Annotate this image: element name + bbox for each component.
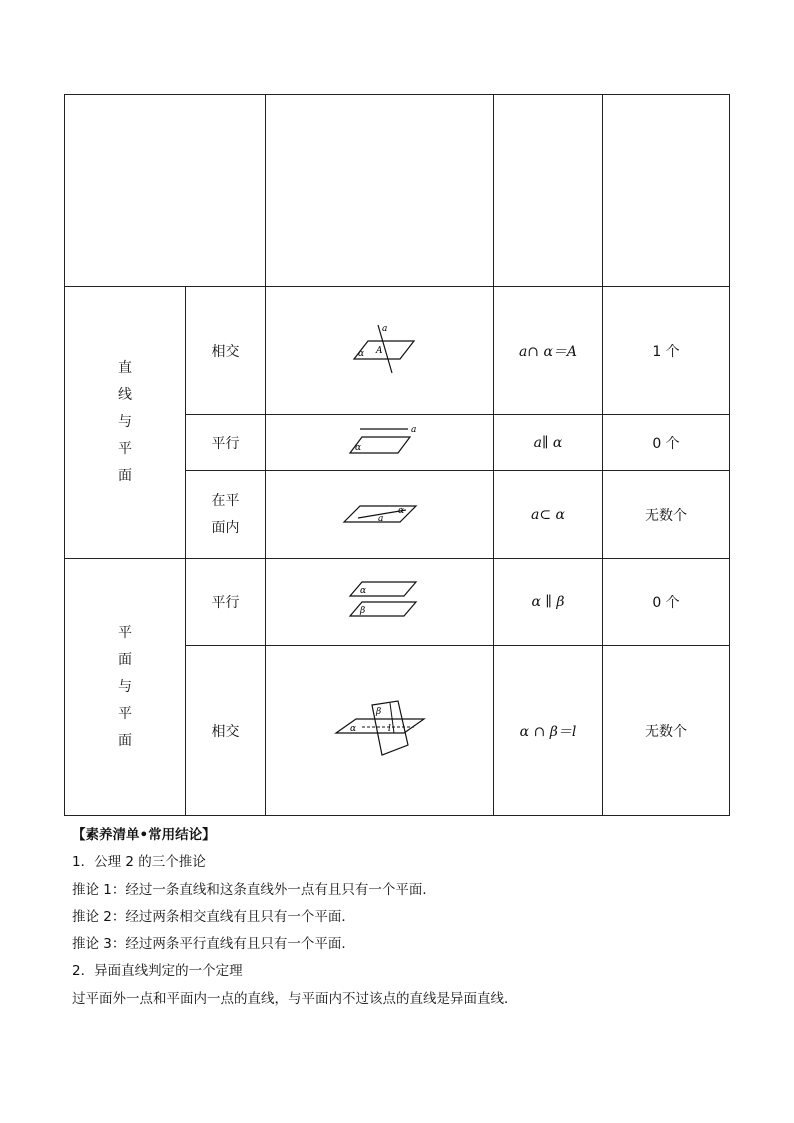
category-char: 平 (118, 705, 132, 722)
figure-label: l (387, 723, 391, 734)
note-line: 1．公理 2 的三个推论 (72, 854, 206, 871)
note-line: 推论 1：经过一条直线和这条直线外一点有且只有一个平面． (72, 881, 436, 898)
header-cell (603, 95, 730, 287)
conclusions-section (72, 822, 518, 1013)
figure-cell (266, 559, 494, 646)
note-line: 过平面外一点和平面内一点的直线，与平面内不过该点的直线是异面直线． (72, 990, 518, 1007)
figure-label: α (357, 348, 364, 359)
note-line: 推论 3：经过两条平行直线有且只有一个平面． (72, 936, 355, 953)
table-row (65, 287, 730, 415)
category-char: 与 (118, 414, 132, 430)
category-plane-plane (65, 559, 186, 816)
category-char: 与 (118, 678, 132, 695)
common-points-cell: 无数个 (603, 471, 730, 559)
figure-label: A (375, 345, 382, 356)
relation-text: 相交 (211, 723, 240, 740)
relation-text: 平行 (211, 595, 240, 611)
figure-label: α (349, 723, 356, 734)
line-intersects-plane-figure (340, 321, 420, 377)
relation-label (186, 287, 266, 415)
notation-cell: a∥ α (494, 415, 603, 471)
relation-text: 平行 (211, 435, 240, 452)
relation-text: 相交 (211, 343, 240, 360)
figure-label: a (381, 323, 387, 334)
header-cell (494, 95, 603, 287)
notation-cell: a∩ α＝A (494, 287, 603, 415)
table-row (65, 559, 730, 646)
relation-text: 面内 (211, 519, 240, 536)
category-char: 平 (118, 441, 132, 457)
line-parallel-plane-figure (340, 423, 420, 459)
figure-label: β (359, 606, 365, 616)
relation-label (186, 415, 266, 471)
header-row (65, 95, 730, 287)
figure-cell (266, 646, 494, 816)
relation-label (186, 559, 266, 646)
figure-cell (266, 287, 494, 415)
figure-cell (266, 415, 494, 471)
common-points-cell: 0 个 (603, 559, 730, 646)
planes-parallel-figure (340, 578, 420, 622)
figure-cell (266, 471, 494, 559)
line-in-plane-figure (340, 498, 420, 528)
relation-text: 在平 (211, 492, 240, 509)
note-line: 2．异面直线判定的一个定理 (72, 963, 243, 980)
figure-label: α (397, 505, 404, 516)
figure-label: a (377, 513, 383, 524)
category-char: 线 (118, 387, 132, 403)
notation-cell: a⊂ α (494, 471, 603, 559)
header-cell (65, 95, 266, 287)
header-cell (266, 95, 494, 287)
figure-label: β (375, 706, 381, 717)
common-points-cell: 1 个 (603, 287, 730, 415)
notation-cell: α ∥ β (494, 559, 603, 646)
category-char: 面 (118, 732, 132, 749)
figure-label: a (410, 424, 416, 435)
note-line: 推论 2：经过两条相交直线有且只有一个平面． (72, 908, 355, 925)
category-char: 直 (118, 360, 132, 376)
relations-table (64, 94, 730, 816)
category-char: 平 (118, 624, 132, 641)
relation-label (186, 471, 266, 559)
relation-label (186, 646, 266, 816)
section-title: 【素养清单•常用结论】 (72, 827, 216, 843)
figure-label: α (359, 586, 366, 596)
notation-cell: α ∩ β＝l (494, 646, 603, 816)
common-points-cell: 无数个 (603, 646, 730, 816)
planes-intersect-figure (332, 699, 428, 759)
category-line-plane (65, 287, 186, 559)
category-char: 面 (118, 468, 132, 484)
common-points-cell: 0 个 (603, 415, 730, 471)
figure-label: α (354, 442, 361, 453)
category-char: 面 (118, 651, 132, 668)
